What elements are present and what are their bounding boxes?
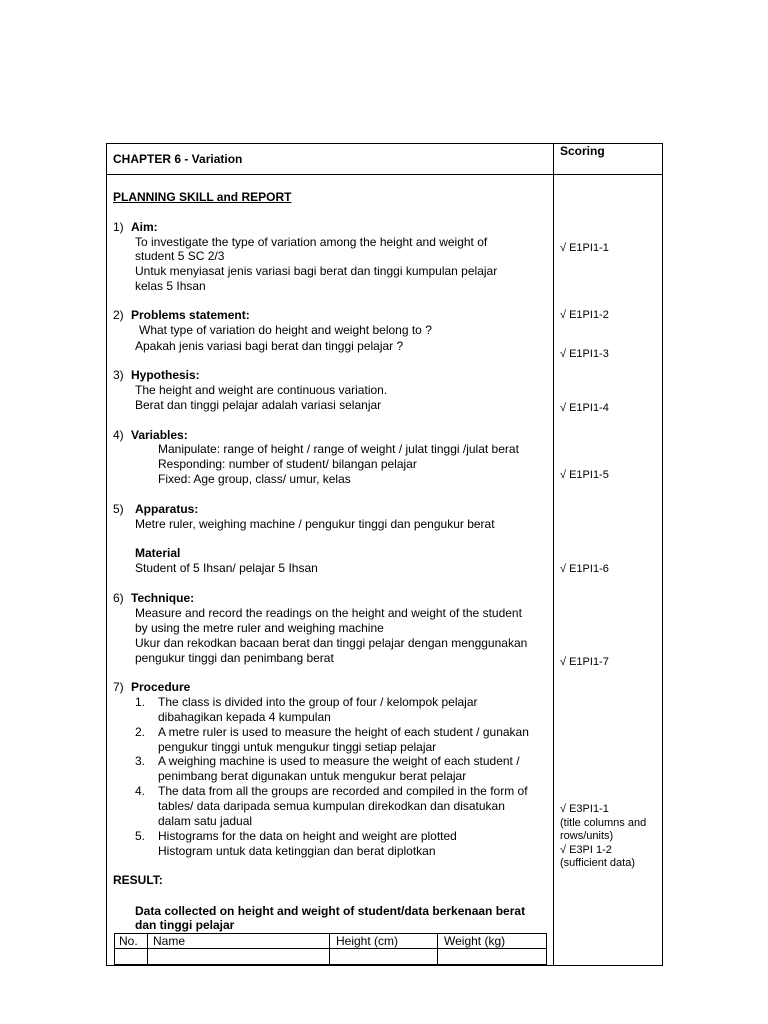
variables-line: Responding: number of student/ bilangan pelajar — [158, 457, 417, 471]
table-border-bottom — [106, 965, 663, 966]
score-item: √ E1PI1-7 — [560, 656, 609, 668]
score-item: √ E3PI1-1 — [560, 803, 609, 815]
variables-line: Fixed: Age group, class/ umur, kelas — [158, 472, 351, 486]
score-note: (title columns and — [560, 817, 647, 829]
procedure-step-number: 3. — [135, 754, 146, 768]
table-border-left — [106, 143, 107, 966]
procedure-step-number: 5. — [135, 829, 146, 843]
problems-line: Apakah jenis variasi bagi berat dan tinggi pelajar ? — [135, 339, 404, 353]
score-note: rows/units) — [560, 830, 614, 842]
score-note: (sufficient data) — [560, 857, 636, 869]
problems-line: What type of variation do height and weight belong to ? — [139, 323, 432, 337]
technique-line: by using the metre ruler and weighing machine — [135, 621, 384, 635]
aim-line: student 5 SC 2/3 — [135, 249, 225, 263]
technique-heading: Technique: — [131, 591, 195, 605]
procedure-step-line: dibahagikan kepada 4 kumpulan — [158, 710, 331, 724]
procedure-step-line: tables/ data daripada semua kumpulan direkodkan dan disatukan — [158, 799, 505, 813]
variables-heading: Variables: — [131, 428, 188, 442]
procedure-step-line: The data from all the groups are recorded and compiled in the form of — [158, 784, 528, 798]
procedure-step-line: pengukur tinggi untuk mengukur tinggi setiap pelajar — [158, 740, 437, 754]
apparatus-heading: Apparatus: — [135, 502, 199, 516]
technique-line: Measure and record the readings on the height and weight of the student — [135, 606, 522, 620]
data-caption: Data collected on height and weight of student/data berkenaan berat — [135, 904, 526, 918]
score-item: √ E3PI 1-2 — [560, 844, 612, 856]
score-item: √ E1PI1-1 — [560, 242, 609, 254]
aim-line: kelas 5 Ihsan — [135, 279, 206, 293]
apparatus-line: Metre ruler, weighing machine / pengukur tinggi dan pengukur berat — [135, 517, 495, 531]
variables-number: 4) — [113, 428, 124, 442]
section-heading: PLANNING SKILL and REPORT — [113, 190, 292, 204]
procedure-step-line: dalam satu jadual — [158, 814, 253, 828]
results-table-col-divider — [329, 933, 330, 965]
results-table-header: Weight (kg) — [444, 934, 506, 948]
procedure-step-number: 1. — [135, 695, 146, 709]
results-table-header: Height (cm) — [336, 934, 399, 948]
score-item: √ E1PI1-6 — [560, 563, 609, 575]
procedure-step-line: Histogram untuk data ketinggian dan berat diplotkan — [158, 844, 436, 858]
results-table-col-divider — [147, 933, 148, 965]
table-border-middle — [553, 143, 554, 966]
technique-line: pengukur tinggi dan penimbang berat — [135, 651, 334, 665]
hypothesis-number: 3) — [113, 368, 124, 382]
material-heading: Material — [135, 546, 181, 560]
technique-line: Ukur dan rekodkan bacaan berat dan tinggi pelajar dengan menggunakan — [135, 636, 528, 650]
chapter-title: CHAPTER 6 - Variation — [113, 152, 243, 166]
variables-line: Manipulate: range of height / range of weight / julat tinggi /julat berat — [158, 442, 519, 456]
table-border-right — [662, 143, 663, 966]
hypothesis-line: Berat dan tinggi pelajar adalah variasi selanjar — [135, 398, 382, 412]
material-line: Student of 5 Ihsan/ pelajar 5 Ihsan — [135, 561, 318, 575]
results-table-header: Name — [153, 934, 186, 948]
scoring-header: Scoring — [560, 144, 605, 158]
data-caption: dan tinggi pelajar — [135, 918, 235, 932]
problems-number: 2) — [113, 308, 124, 322]
results-table-header: No. — [119, 934, 138, 948]
score-item: √ E1PI1-5 — [560, 469, 609, 481]
procedure-number: 7) — [113, 680, 124, 694]
procedure-heading: Procedure — [131, 680, 191, 694]
hypothesis-line: The height and weight are continuous variation. — [135, 383, 388, 397]
problems-heading: Problems statement: — [131, 308, 250, 322]
aim-line: Untuk menyiasat jenis variasi bagi berat dan tinggi kumpulan pelajar — [135, 264, 498, 278]
procedure-step-number: 2. — [135, 725, 146, 739]
apparatus-number: 5) — [113, 502, 124, 516]
score-item: √ E1PI1-4 — [560, 402, 609, 414]
procedure-step-number: 4. — [135, 784, 146, 798]
results-table-col-divider — [437, 933, 438, 965]
hypothesis-heading: Hypothesis: — [131, 368, 200, 382]
procedure-step-line: Histograms for the data on height and weight are plotted — [158, 829, 457, 843]
score-item: √ E1PI1-3 — [560, 348, 609, 360]
procedure-step-line: A weighing machine is used to measure the weight of each student / — [158, 754, 520, 768]
procedure-step-line: The class is divided into the group of four / kelompok pelajar — [158, 695, 478, 709]
score-item: √ E1PI1-2 — [560, 309, 609, 321]
result-heading: RESULT: — [113, 873, 163, 887]
procedure-step-line: A metre ruler is used to measure the height of each student / gunakan — [158, 725, 529, 739]
technique-number: 6) — [113, 591, 124, 605]
aim-number: 1) — [113, 220, 124, 234]
aim-line: To investigate the type of variation among the height and weight of — [135, 235, 488, 249]
table-border-header-bottom — [106, 174, 663, 175]
aim-heading: Aim: — [131, 220, 158, 234]
procedure-step-line: penimbang berat digunakan untuk mengukur berat pelajar — [158, 769, 467, 783]
